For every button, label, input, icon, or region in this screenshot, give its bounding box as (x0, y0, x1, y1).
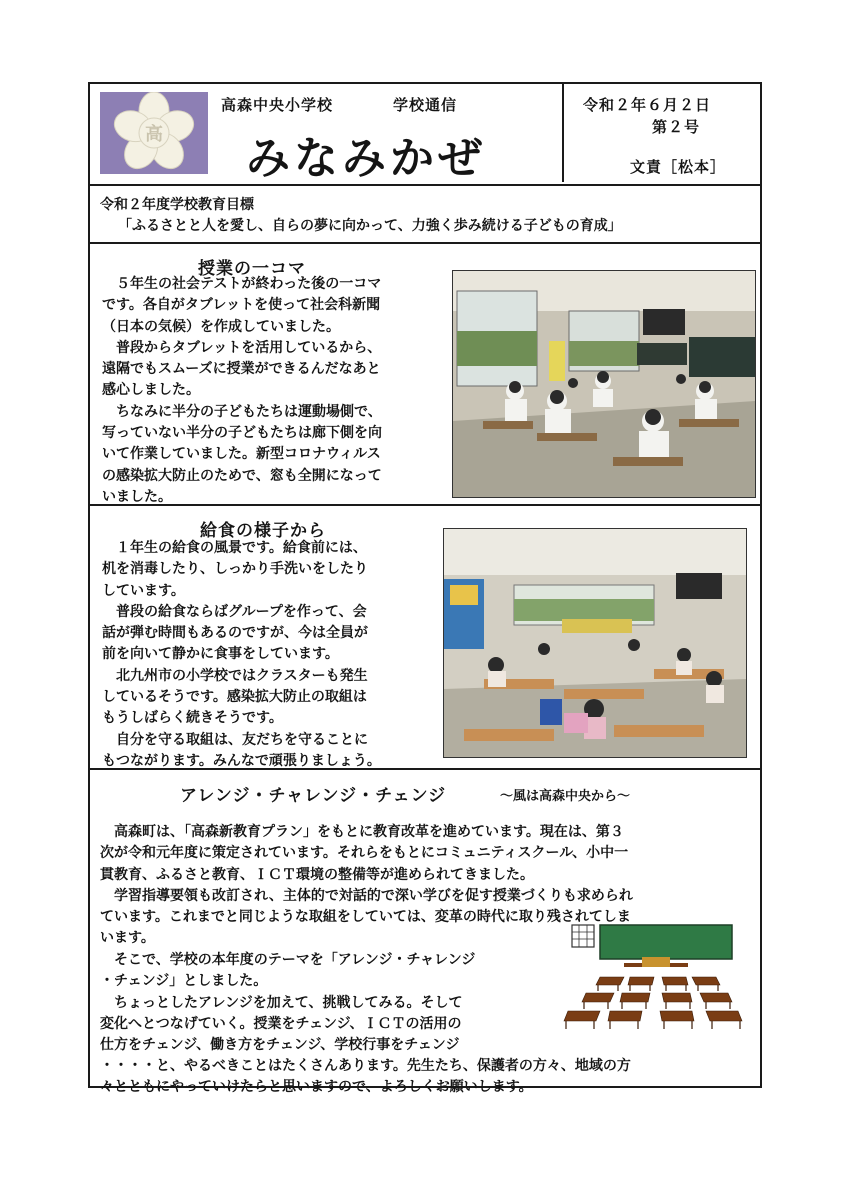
author-credit: 文責［松本］ (630, 158, 727, 176)
emblem-character: 高 (145, 124, 163, 145)
newsletter-title: みなみかぜ (246, 133, 486, 184)
education-goal (90, 184, 760, 244)
section-change-subtitle: ～風は高森中央から～ (500, 789, 631, 804)
goal-heading: 令和２年度学校教育目標 (100, 197, 254, 213)
section-change-body-end: ・・・・と、やるべきことはたくさんあります。先生たち、保護者の方々、地域の方 々とともにやっていけたらと思いますので、よろしくお願いします。 (100, 1058, 631, 1096)
school-name: 高森中央小学校 (221, 96, 334, 114)
section-arrange-challenge-change (90, 768, 760, 1096)
issue-number: 第２号 (652, 118, 701, 136)
section-lunch (90, 504, 760, 770)
section-change-body-middle: そこで、学校の本年度のテーマを「アレンジ・チャレンジ ・チェンジ」としました。 ちょっとしたアレンジを加えて、挑戦してみる。そして 変化へとつなげていく。授業をチェンジ、ＩＣＴの活用の 仕方をチェンジ、働き方をチェンジ、学校行事をチェンジ (100, 952, 476, 1054)
section-change-title: アレンジ・チャレンジ・チェンジ (180, 786, 447, 806)
newsletter-header (90, 84, 760, 186)
section-change-body-top: 高森町は、「高森新教育プラン」をもとに教育改革を進めています。現在は、第３ 次が令和元年度に策定されています。それらをもとにコミュニティスクール、小中一 貫教育、ふるさと教育、ＩＣＴ環境の整備等が進められてきました。 学習指導要領も改訂され、主体的で対話的で深い学びを促す授業づくりも求められ ています。これまでと同じような取組をしていては、変革の時代に取り残されてしま います。 (100, 824, 633, 947)
header-divider (562, 84, 564, 182)
section-lunch-body: １年生の給食の風景です。給食前には、 机を消毒したり、しっかり手洗いをしたり しています。 普段の給食ならばグループを作って、会 話が弾む時間もあるのですが、今は全員が 前を向いて静かに食事をしています。 北九州市の小学校ではクラスターも発生 しているそうです。感染拡大防止の取組は もうしばらく続きそうです。 自分を守る取組は、友だちを守ることに もつながります。みんなで頑張りましょう。 (102, 540, 381, 769)
bulletin-label: 学校通信 (393, 96, 458, 114)
section-lesson-body: ５年生の社会テストが終わった後の一コマ です。各自がタブレットを使って社会科新聞 （日本の気候）を作成していました。 普段からタブレットを活用しているから、 遠隔でもスムーズに授業ができるんだなあと 感心しました。 ちなみに半分の子どもたちは運動場側で、 写っていない半分の子どもたちは廊下側を向 いて作業していました。新型コロナウィルス の感染拡大防止のためで、窓も全開になって いました。 (102, 276, 382, 505)
school-emblem (100, 92, 208, 174)
issue-date: 令和２年６月２日 (583, 96, 712, 114)
goal-text: 「ふるさとと人を愛し、自らの夢に向かって、力強く歩み続ける子どもの育成」 (118, 218, 622, 234)
classroom-illustration (560, 923, 760, 1037)
section-lunch-title: 給食の様子から (200, 521, 326, 541)
school-lunch-photo (443, 528, 747, 758)
cherry-blossom-icon (100, 92, 208, 174)
newsletter-page (88, 82, 762, 1096)
classroom-tablet-photo (452, 270, 756, 498)
classroom-icon (560, 923, 760, 1033)
section-lesson (90, 242, 760, 506)
section-lesson-title: 授業の一コマ (198, 259, 306, 279)
